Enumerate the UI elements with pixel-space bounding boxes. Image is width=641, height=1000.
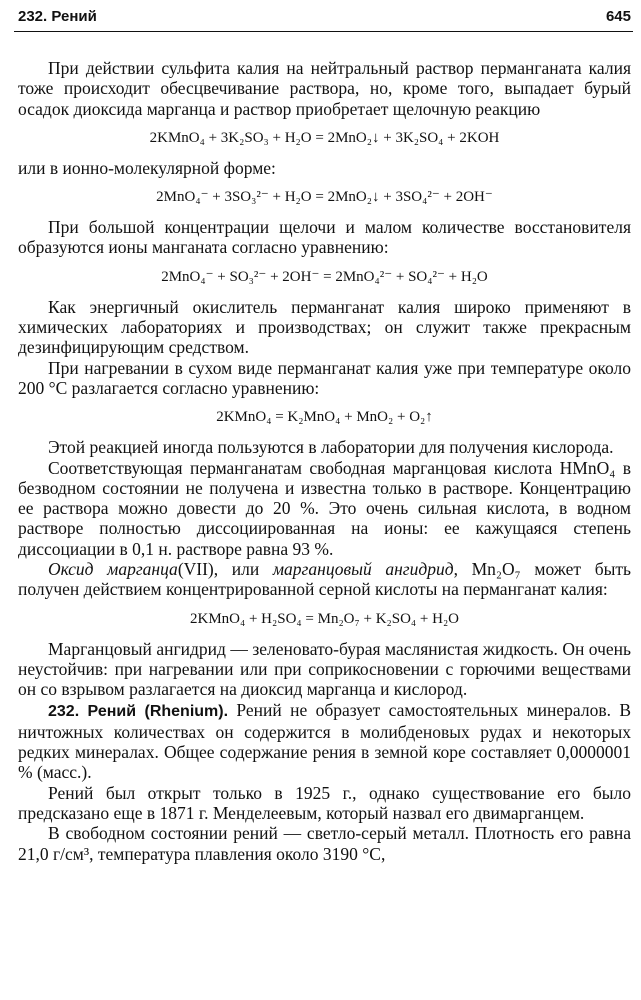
paragraph: При действии сульфита калия на нейтральный раствор перманганата калия тоже происходит обесцвечивание раствора, но, кроме того, выпадает бурый осадок диоксида марганца и раствор приобретает щелочную реакцию (18, 58, 631, 119)
paragraph: или в ионно-молекулярной форме: (18, 157, 276, 178)
text-span: (VII), или (177, 559, 273, 580)
paragraph: При большой концентрации щелочи и малом количестве восстановителя образуются ионы манганата согласно уравнению: (18, 217, 631, 258)
paragraph: Рений был открыт только в 1925 г., однако существование его было предсказано еще в 1871 г. Менделеевым, который назвал его двимарганцем. (18, 782, 631, 824)
paragraph: В свободном состоянии рений — светло-серый металл. Плотность его равна 21,0 г/см³, температура плавления около 3190 °С, (18, 823, 631, 864)
equation: 2MnO₄⁻ + SO₃²⁻ + 2OH⁻ = 2MnO₄²⁻ + SO₄²⁻ + H₂O (161, 268, 488, 285)
paragraph: Этой реакцией иногда пользуются в лаборатории для получения кислорода. (48, 437, 614, 458)
paragraph: Марганцовый ангидрид — зеленовато-бурая маслянистая жидкость. Он очень неустойчив: при нагревании или при соприкосновении с горючими веществами он со взрывом разлагается на диоксид марганца и кислород. (18, 638, 631, 700)
section-heading: 232. Рений (Rhenium). (48, 702, 229, 720)
term-italic: Оксид марганца (48, 559, 178, 580)
paragraph: Соответствующая перманганатам свободная марганцовая кислота HMnO₄ в безводном состоянии не получена и известна только в растворе. Концентрацию ее раствора можно довести до 20 %. Это очень сильная кислота, в водном растворе полностью диссоциированная на ионы: ее кажущаяся степень диссоциации в 0,1 н. растворе равна 93 %. (18, 457, 631, 559)
running-head: 232. Рений (18, 8, 97, 25)
paragraph (18, 559, 631, 600)
page-number: 645 (605, 8, 631, 25)
equation: 2MnO₄⁻ + 3SO₃²⁻ + H₂O = 2MnO₂↓ + 3SO₄²⁻ + 2OH⁻ (156, 189, 493, 206)
paragraph: При нагревании в сухом виде перманганат калия уже при температуре около 200 °С разлагается согласно уравнению: (18, 357, 631, 398)
paragraph: Как энергичный окислитель перманганат калия широко применяют в химических лабораториях и производствах; он служит также прекрасным дезинфицирующим средством. (18, 296, 631, 358)
equation: 2KMnO₄ + 3K₂SO₃ + H₂O = 2MnO₂↓ + 3K₂SO₄ + 2KOH (149, 129, 500, 146)
body-text (18, 58, 631, 864)
equation: 2KMnO₄ + H₂SO₄ = Mn₂O₇ + K₂SO₄ + H₂O (189, 610, 460, 627)
text-span: , Mn₂O₇ может быть получен действием концентрированной серной кислоты на перманганат калия: (18, 559, 631, 600)
equation: 2KMnO₄ = K₂MnO₄ + MnO₂ + O₂↑ (216, 409, 433, 426)
text-span: Рений не образует самостоятельных минералов. В ничтожных количествах он содержится в молибденовых рудах и некоторых редких минералах. Общее содержание рения в земной коре составляет 0,0000001 % (масс.). (18, 699, 631, 783)
term-italic: марганцовый ангидрид (272, 559, 454, 580)
header-rule (14, 31, 633, 32)
paragraph (18, 700, 631, 783)
